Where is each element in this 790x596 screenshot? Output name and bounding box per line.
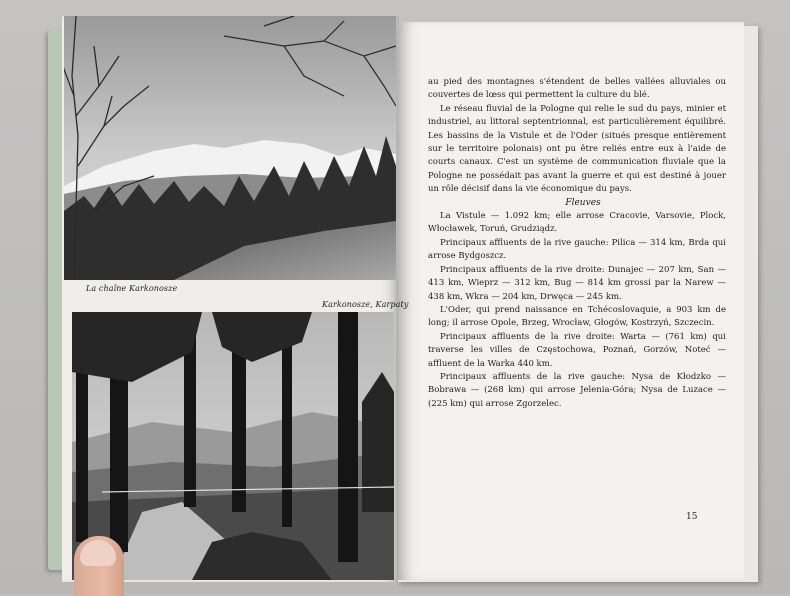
forest-path-photo [72,312,394,580]
page-number: 15 [686,512,698,522]
paragraph: Le réseau fluvial de la Pologne qui relie le sud du pays, minier et industriel, au littoral septentrionnal, est particulièrement équilibré. Les bassins de la Vistule et de l'Oder (situés presque entièrement sur le territoire polonais) ont pu être reliés entre eux à l'aide de courts canaux. C'est un système de communication fluviale que la Pologne ne possédait pas avant la guerre et qui est destiné à jouer un rôle décisif dans la vie économique du pays. [428,103,726,195]
paragraph: au pied des montagnes s'étendent de belles vallées alluviales ou couvertes de lœss qui permettent la culture du blé. [428,77,726,101]
paragraph: Principaux affluents de la rive droite: Warta — (761 km) qui traverse les villes de Częstochowa, Poznań, Gorzów, Noteć — affluent de la Warka 440 km. [428,331,726,369]
paragraph: Principaux affluents de la rive gauche: Nysa de Kłodzko — Bobrawa — (268 km) qui arrose Jelenia-Góra; Nysa de Luzace — (225 km) qui arrose Zgorzelec. [428,371,726,409]
paragraph: Principaux affluents de la rive droite: Dunajec — 207 km, San — 413 km, Wieprz — 312 km, Bug — 814 km grossi par la Narew — 438 km, Wkra — 204 km, Drwęca — 245 km. [428,264,726,302]
photo-caption-top: La chaîne Karkonosze [86,284,178,293]
paragraph: Principaux affluents de la rive gauche: Pilica — 314 km, Brda qui arrose Bydgoszcz. [428,237,726,262]
photo-caption-bottom: Karkonosze, Karpaty [322,300,409,309]
paragraph: La Vistule — 1.092 km; elle arrose Cracovie, Varsovie, Plock, Włocławek, Toruń, Grudziądz. [428,211,726,235]
section-title: Fleuves [565,197,601,208]
body-text [428,76,726,411]
paragraph: L'Oder, qui prend naissance en Tchécoslovaquie, a 903 km de long; il arrose Opole, Brzeg, Wrocław, Głogów, Kostrzyń, Szczecin. [428,304,726,329]
mountain-photo [64,16,396,280]
